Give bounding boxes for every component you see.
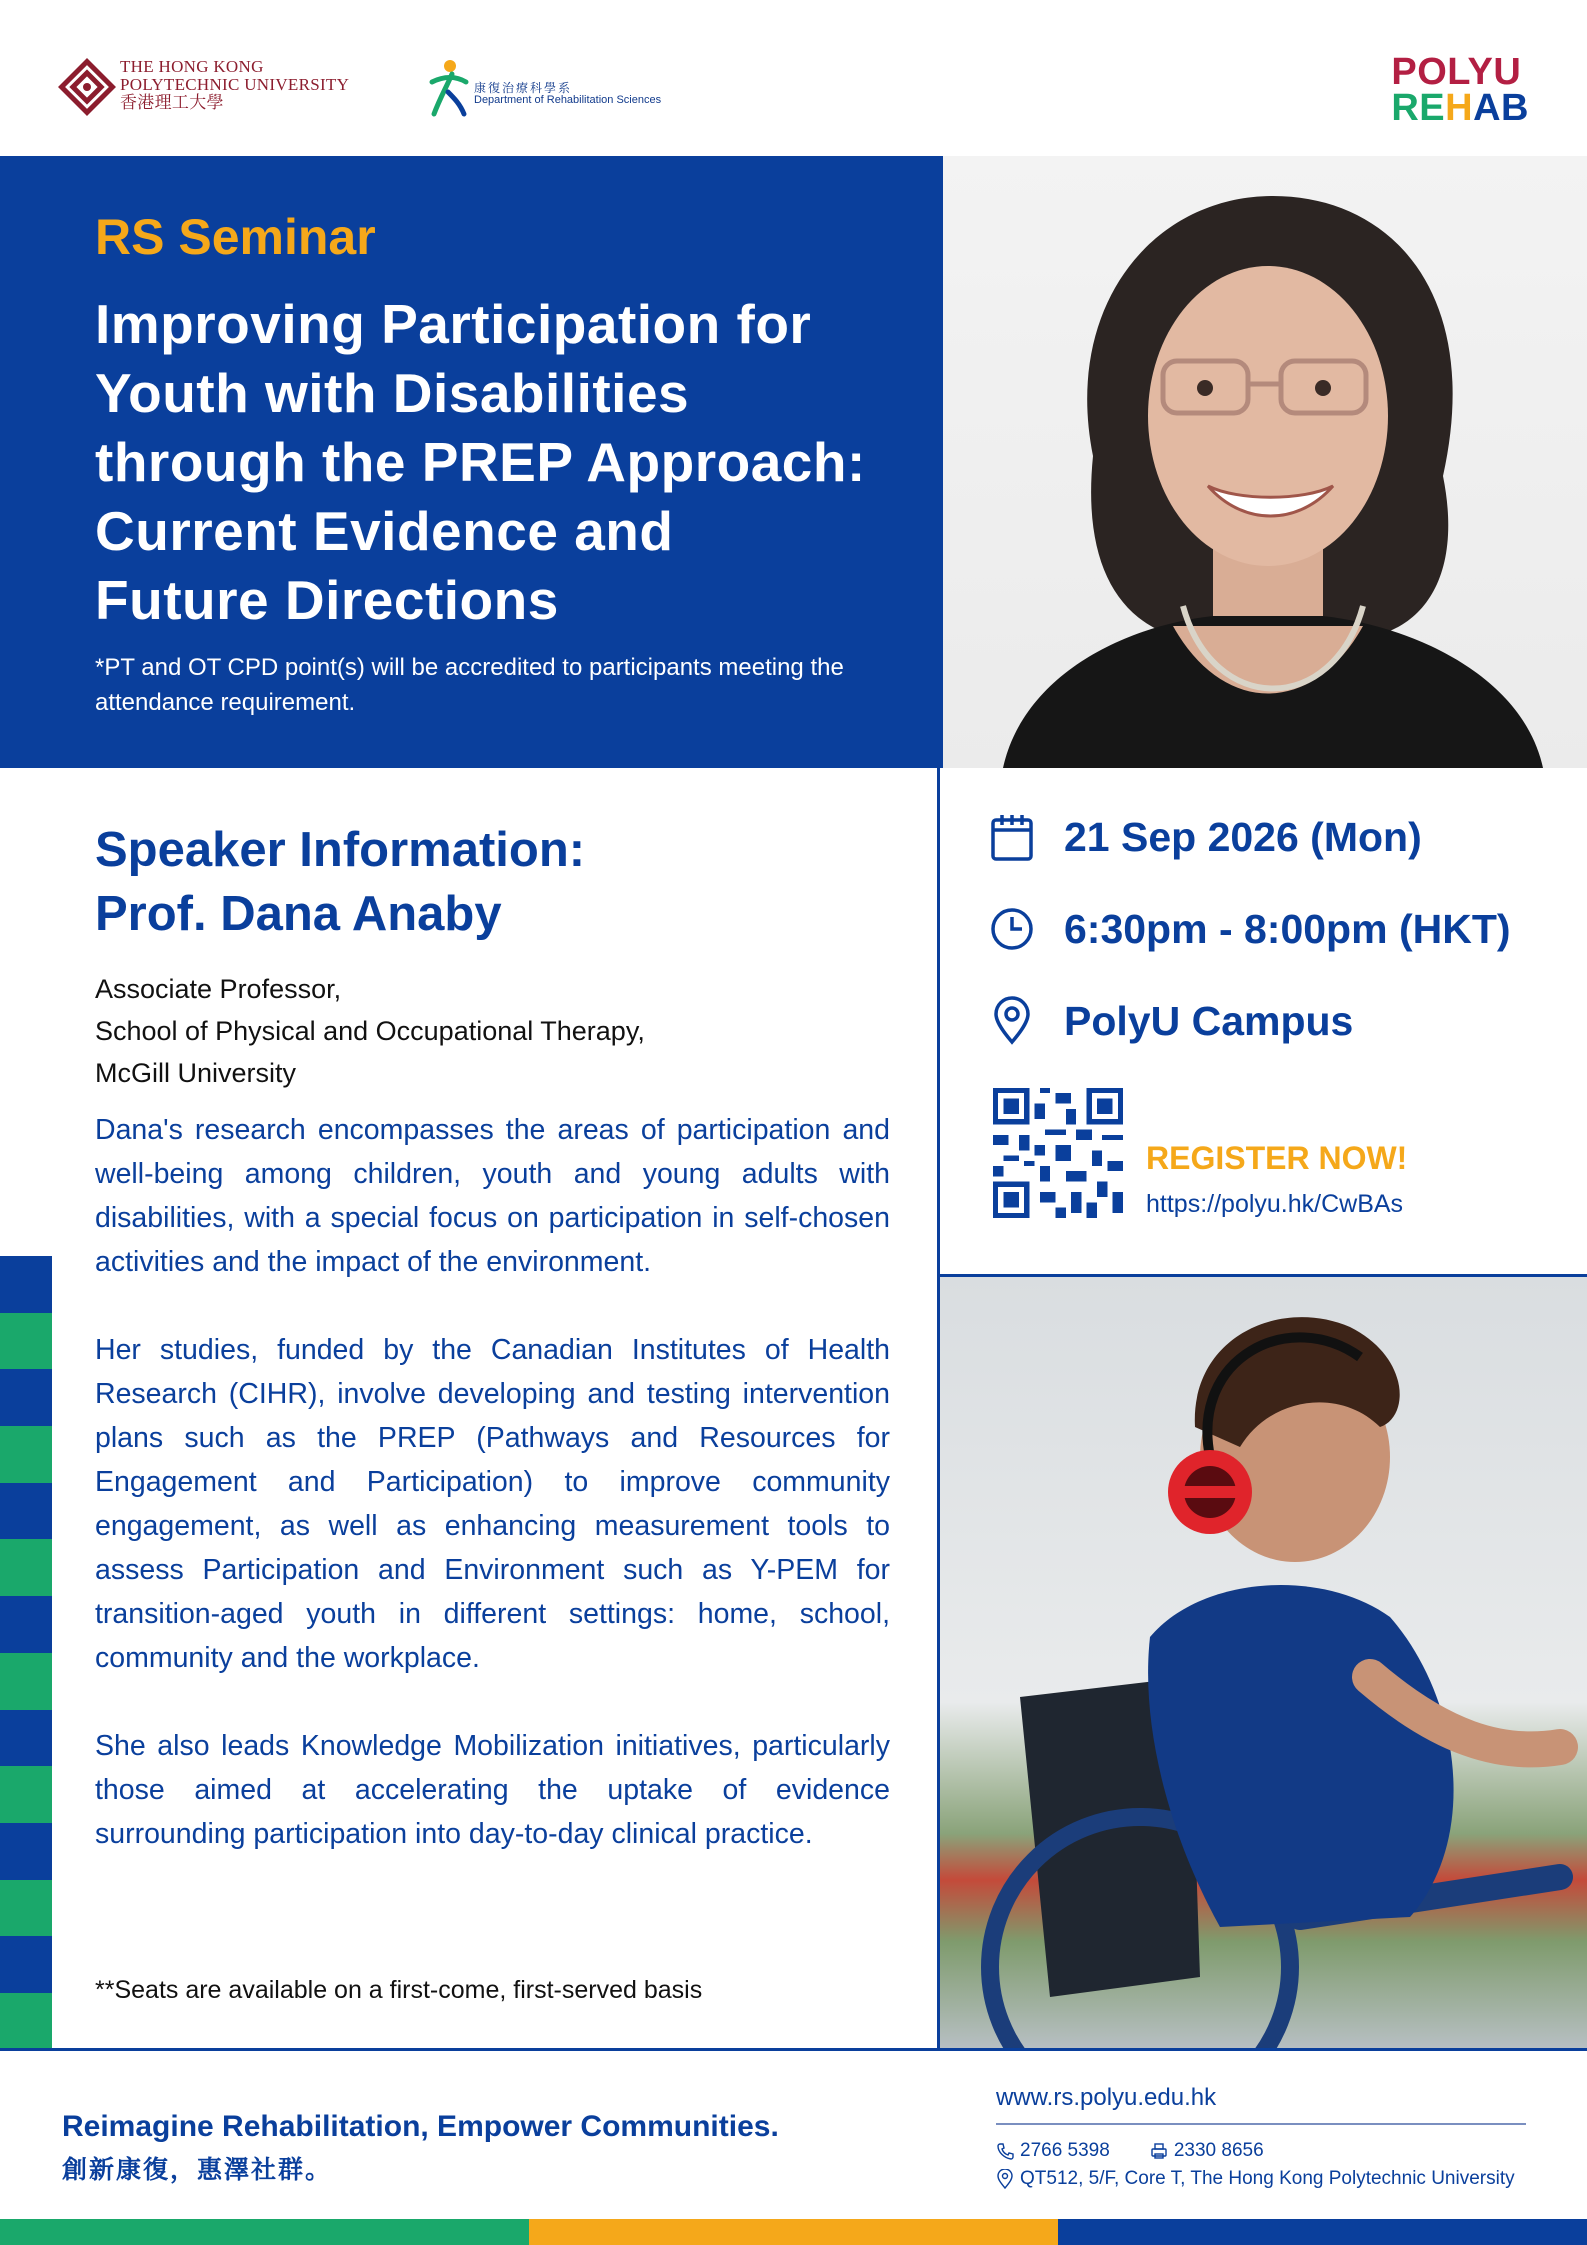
bio-paragraph: Dana's research encompasses the areas of participation and well-being among children, youth and young adults with disabilities, with a special focus on participation in self-chosen activities and the impact of the environment. xyxy=(95,1114,890,1278)
registration-link[interactable]: https://polyu.hk/CwBAs xyxy=(1146,1190,1404,1218)
footer-divider xyxy=(0,2048,1587,2051)
wheelchair-youth-illustration xyxy=(940,1277,1587,2050)
address xyxy=(996,2168,1515,2190)
cpd-note: *PT and OT CPD point(s) will be accredited to participants meeting the attendance requirement. xyxy=(95,654,844,716)
clock-icon xyxy=(990,904,1034,954)
speaker-portrait xyxy=(940,156,1587,768)
tagline-zh: 創新康復，惠澤社群。 xyxy=(62,2156,333,2184)
seminar-title: Improving Participation for Youth with Disabilities through the PREP Approach: Current Evidence and Future Directions xyxy=(95,293,866,631)
website-underline xyxy=(996,2123,1526,2125)
bio-paragraph: Her studies, funded by the Canadian Institutes of Health Research (CIHR), involve developing and testing intervention plans such as the PREP (Pathways and Resources for Engagement and Participation) to improve community engagement, as well as enhancing measurement tools to assess Participation and Environment such as Y-PEM for transition-aged youth in different settings: home, school, community and the workplace. xyxy=(95,1334,890,1674)
event-venue xyxy=(990,996,1353,1046)
rehab-sciences-logo-icon xyxy=(426,58,472,118)
fax-number: 2330 8656 xyxy=(1173,2140,1264,2161)
youth-wheelchair-photo xyxy=(937,1274,1587,2050)
address-text: QT512, 5/F, Core T, The Hong Kong Polytechnic University xyxy=(1020,2168,1515,2189)
location-pin-icon xyxy=(996,2169,1014,2189)
seats-note: **Seats are available on a first-come, first-served basis xyxy=(95,1976,703,2004)
speaker-portrait-illustration xyxy=(943,156,1587,768)
seminar-label: RS Seminar xyxy=(95,209,376,265)
website-link[interactable]: www.rs.polyu.edu.hk xyxy=(996,2084,1217,2111)
speaker-heading: Speaker Information: Prof. Dana Anaby xyxy=(95,823,586,941)
speaker-bio xyxy=(95,1108,890,1900)
color-bar-orange xyxy=(529,2219,1058,2245)
contact-numbers xyxy=(996,2140,1264,2162)
color-bar-green xyxy=(0,2219,529,2245)
register-now-label: REGISTER NOW! xyxy=(1146,1140,1408,1176)
event-date xyxy=(990,812,1422,862)
phone-number: 2766 5398 xyxy=(1020,2140,1110,2161)
phone-icon xyxy=(996,2142,1014,2160)
color-bar xyxy=(0,2219,1587,2245)
event-time-text: 6:30pm - 8:00pm (HKT) xyxy=(1064,905,1511,952)
color-bar-blue xyxy=(1058,2219,1587,2245)
university-name: THE HONG KONG POLYTECHNIC UNIVERSITY 香港理工大學 xyxy=(120,57,350,112)
tagline-en: Reimagine Rehabilitation, Empower Communities. xyxy=(62,2110,779,2143)
page-header xyxy=(0,0,1587,152)
polyu-logo-icon xyxy=(58,58,116,116)
calendar-icon xyxy=(990,812,1034,862)
location-pin-icon xyxy=(990,996,1034,1046)
decorative-stripes xyxy=(0,1256,52,2050)
bio-paragraph: She also leads Knowledge Mobilization initiatives, particularly those aimed at accelerating the uptake of evidence surrounding participation into day-to-day clinical practice. xyxy=(95,1730,890,1850)
event-date-text: 21 Sep 2026 (Mon) xyxy=(1064,813,1422,860)
polyu-rehab-logo: POLYU REHAB xyxy=(1391,51,1529,129)
registration-qr-code[interactable] xyxy=(993,1088,1123,1218)
speaker-affiliation: Associate Professor, School of Physical and Occupational Therapy, McGill University xyxy=(95,974,645,1088)
fax-icon xyxy=(1150,2142,1168,2160)
event-time xyxy=(990,904,1511,954)
department-name: 康復治療科學系 Department of Rehabilitation Sciences xyxy=(474,81,662,106)
event-venue-text: PolyU Campus xyxy=(1064,997,1354,1044)
